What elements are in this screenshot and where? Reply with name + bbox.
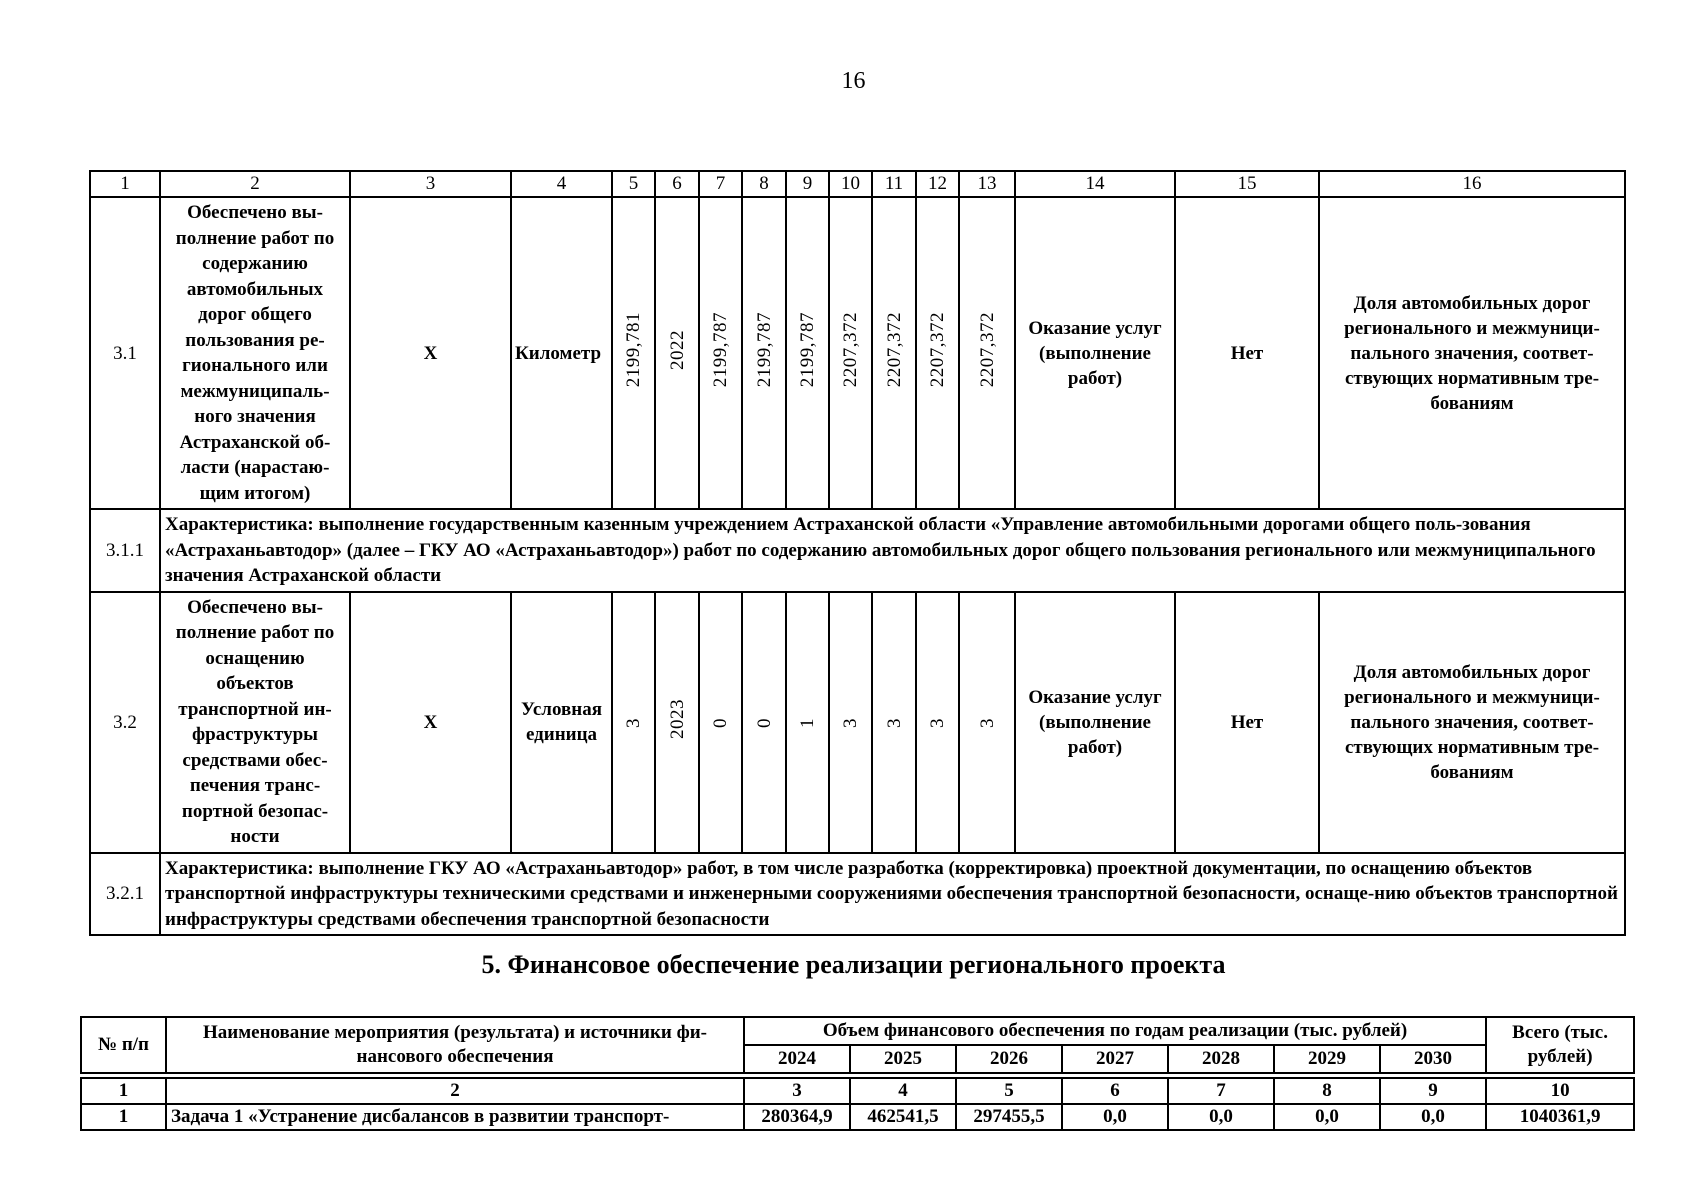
year-header: 2028: [1168, 1045, 1274, 1073]
value-2028: 2207,372: [883, 311, 905, 388]
year-header: 2025: [850, 1045, 956, 1073]
col-header: 12: [916, 171, 959, 197]
flag-cell: Нет: [1175, 592, 1319, 853]
col-number: 10: [1486, 1078, 1634, 1104]
total-value: 1040361,9: [1486, 1104, 1634, 1130]
col-number: 4: [850, 1078, 956, 1104]
col-header: 7: [699, 171, 742, 197]
col-number: 6: [1062, 1078, 1168, 1104]
result-name: Обеспечено вы-полнение работ по оснащению объектов транспортной ин-фраструктуры средствами обес-печения транс-портной безопас-ности: [160, 592, 350, 853]
column-number-row: [90, 171, 1625, 197]
value-2026: 1: [797, 717, 818, 728]
value-2024: 0: [710, 717, 731, 728]
year-header: 2029: [1274, 1045, 1380, 1073]
col-number: 2: [166, 1078, 744, 1104]
value-2025: 2199,787: [753, 311, 775, 388]
col-header: 13: [959, 171, 1015, 197]
col-header: 10: [829, 171, 872, 197]
section-title: 5. Финансовое обеспечение реализации регионального проекта: [481, 950, 1226, 979]
value-2027: 2207,372: [840, 311, 861, 388]
col-number: 8: [1274, 1078, 1380, 1104]
col-number: 5: [956, 1078, 1062, 1104]
cell-x: X: [350, 197, 511, 509]
value-2025: 462541,5: [850, 1104, 956, 1130]
value-2028: 3: [883, 717, 905, 728]
financing-table: [80, 1016, 1635, 1131]
base-value-cell: [612, 197, 655, 509]
row-number: 3.2: [90, 592, 160, 853]
col-header: 14: [1015, 171, 1175, 197]
value-2029: 3: [927, 717, 948, 728]
column-number-row: [81, 1078, 1634, 1104]
characteristic-row: [90, 853, 1625, 936]
row-number: 1: [81, 1104, 166, 1130]
base-year-cell: [655, 592, 699, 853]
value-2027: 3: [840, 717, 861, 728]
row-number: 3.1: [90, 197, 160, 509]
col-header: 11: [872, 171, 916, 197]
value-cell: [699, 592, 742, 853]
task-name: Задача 1 «Устранение дисбалансов в развитии транспорт-: [166, 1104, 744, 1130]
result-name: Обеспечено вы-полнение работ по содержанию автомобильных дорог общего пользования ре-гионального или межмуниципаль-ного значения Астраханской об-ласти (нарастаю-щим итогом): [160, 197, 350, 509]
value-cell: [699, 197, 742, 509]
value-2026: 297455,5: [956, 1104, 1062, 1130]
value-cell: [959, 592, 1015, 853]
base-year: 2022: [666, 329, 688, 370]
value-2030: 2207,372: [976, 311, 998, 388]
header-name: Наименование мероприятия (результата) и источники фи-нансового обеспечения: [166, 1017, 744, 1073]
value-cell: [829, 197, 872, 509]
col-number: 9: [1380, 1078, 1486, 1104]
characteristic-row: [90, 509, 1625, 592]
unit-cell: Километр: [511, 197, 612, 509]
value-cell: [742, 592, 786, 853]
value-2027: 0,0: [1062, 1104, 1168, 1130]
header-total: Всего (тыс. рублей): [1486, 1017, 1634, 1073]
year-header: 2024: [744, 1045, 850, 1073]
col-number: 3: [744, 1078, 850, 1104]
unit-cell: Условная единица: [511, 592, 612, 853]
value-2026: 2199,787: [797, 311, 818, 388]
value-cell: [742, 197, 786, 509]
base-value: 2199,781: [623, 311, 644, 388]
value-cell: [872, 197, 916, 509]
col-header: 3: [350, 171, 511, 197]
col-header: 15: [1175, 171, 1319, 197]
value-cell: [872, 592, 916, 853]
flag-cell: Нет: [1175, 197, 1319, 509]
value-2024: 280364,9: [744, 1104, 850, 1130]
value-cell: [916, 592, 959, 853]
col-header: 4: [511, 171, 612, 197]
characteristic-text: Характеристика: выполнение ГКУ АО «Астраханьавтодор» работ, в том числе разработка (корректировка) проектной документации, по оснащению объектов транспортной инфраструктуры техническими средствами и инженерными сооружениями обеспечения транспортной безопасности, оснаще-нию объектов транспортной инфраструктуры средствами обеспечения транспортной безопасности: [160, 853, 1625, 936]
value-cell: [959, 197, 1015, 509]
base-year: 2023: [666, 698, 688, 739]
linked-indicator-cell: Доля автомобильных дорог регионального и межмуници-пального значения, соответ-ствующих нормативным тре-бованиям: [1319, 592, 1625, 853]
col-number: 1: [81, 1078, 166, 1104]
base-value-cell: [612, 592, 655, 853]
value-2030: 3: [976, 717, 998, 728]
table-row: [90, 592, 1625, 853]
indicators-table: [89, 170, 1626, 936]
type-cell: Оказание услуг (выполнение работ): [1015, 197, 1175, 509]
col-header: 5: [612, 171, 655, 197]
year-header: 2030: [1380, 1045, 1486, 1073]
col-header: 16: [1319, 171, 1625, 197]
value-2025: 0: [753, 717, 775, 728]
value-cell: [916, 197, 959, 509]
row-number: 3.1.1: [90, 509, 160, 592]
table-row: [81, 1104, 1634, 1130]
col-header: 9: [786, 171, 829, 197]
year-header: 2026: [956, 1045, 1062, 1073]
linked-indicator-cell: Доля автомобильных дорог регионального и межмуници-пального значения, соответ-ствующих нормативным тре-бованиям: [1319, 197, 1625, 509]
header-volume: Объем финансового обеспечения по годам реализации (тыс. рублей): [744, 1017, 1486, 1045]
value-2029: 0,0: [1274, 1104, 1380, 1130]
header-num: № п/п: [81, 1017, 166, 1073]
base-year-cell: [655, 197, 699, 509]
col-header: 2: [160, 171, 350, 197]
value-cell: [786, 592, 829, 853]
characteristic-text: Характеристика: выполнение государственным казенным учреждением Астраханской области «Управление автомобильными дорогами общего поль-зования «Астраханьавтодор» (далее – ГКУ АО «Астраханьавтодор») работ по содержанию автомобильных дорог общего пользования регионального или межмуниципального значения Астраханской области: [160, 509, 1625, 592]
year-header: 2027: [1062, 1045, 1168, 1073]
value-2028: 0,0: [1168, 1104, 1274, 1130]
header-row: [81, 1017, 1634, 1045]
col-header: 6: [655, 171, 699, 197]
value-cell: [829, 592, 872, 853]
value-cell: [786, 197, 829, 509]
value-2030: 0,0: [1380, 1104, 1486, 1130]
base-value: 3: [623, 717, 644, 728]
col-header: 1: [90, 171, 160, 197]
col-number: 7: [1168, 1078, 1274, 1104]
type-cell: Оказание услуг (выполнение работ): [1015, 592, 1175, 853]
row-number: 3.2.1: [90, 853, 160, 936]
page-number: 16: [841, 68, 866, 94]
cell-x: X: [350, 592, 511, 853]
value-2029: 2207,372: [927, 311, 948, 388]
col-header: 8: [742, 171, 786, 197]
value-2024: 2199,787: [710, 311, 731, 388]
table-row: [90, 197, 1625, 509]
